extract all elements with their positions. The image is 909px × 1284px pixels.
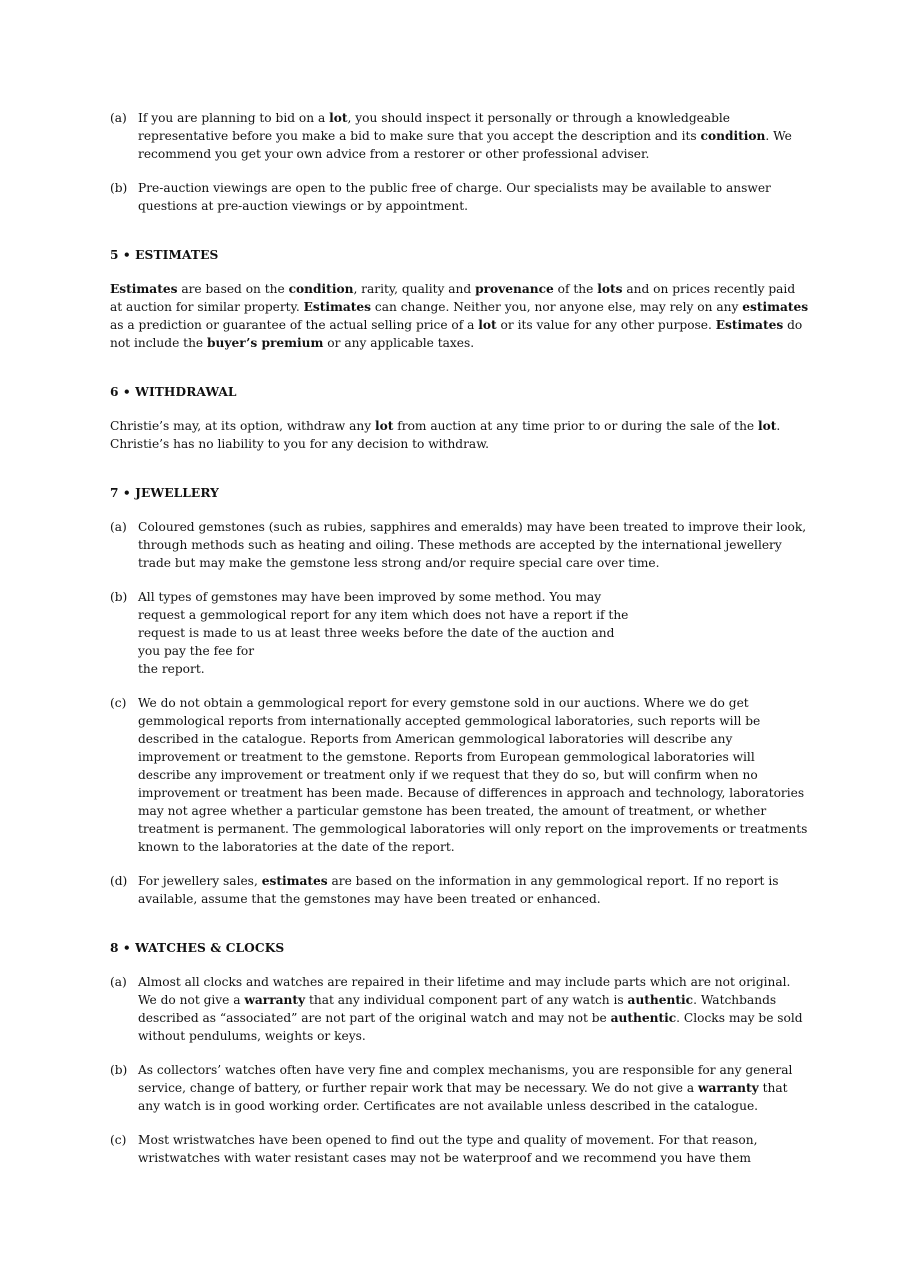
clause-label: (b) bbox=[110, 590, 128, 604]
clause-text: Almost all clocks and watches are repaired in their lifetime and may include parts which are not original. We do not give a warranty that any individual component part of any watch is authentic. Watchbands described as “associated” are not part of the original watch and may not be authentic. Clocks may be sold without pendulums, weights or keys. bbox=[138, 975, 803, 1043]
clause-text: For jewellery sales, estimates are based on the information in any gemmological report. If no report is available, assume that the gemstones may have been treated or enhanced. bbox=[138, 874, 779, 906]
clause-7b bbox=[110, 588, 809, 678]
clause-label: (c) bbox=[110, 1133, 127, 1147]
clause-text: Pre-auction viewings are open to the public free of charge. Our specialists may be available to answer questions at pre-auction viewings or by appointment. bbox=[138, 181, 771, 213]
clause-7a bbox=[110, 518, 809, 572]
clause-text: We do not obtain a gemmological report for every gemstone sold in our auctions. Where we do get gemmological reports from internationally accepted gemmological laboratories, such reports will be described in the catalogue. Reports from American gemmological laboratories will describe any improvement or treatment to the gemstone. Reports from European gemmological laboratories will describe any improvement or treatment only if we request that they do so, but will confirm when no improvement or treatment has been made. Because of differences in approach and technology, laboratories may not agree whether a particular gemstone has been treated, the amount of treatment, or whether treatment is permanent. The gemmological laboratories will only report on the improvements or treatments known to the laboratories at the date of the report. bbox=[138, 696, 808, 854]
section-heading-watches-clocks: 8 • WATCHES & CLOCKS bbox=[110, 941, 285, 955]
defined-term: lot bbox=[329, 111, 348, 125]
clause-text: Most wristwatches have been opened to find out the type and quality of movement. For that reason, wristwatches with water resistant cases may not be waterproof and we recommend you have them bbox=[138, 1133, 758, 1165]
clause-text: All types of gemstones may have been improved by some method. You may request a gemmological report for any item which does not have a report if the request is made to us at least three weeks before the date of the auction and you pay the fee for the report. bbox=[138, 590, 629, 676]
withdrawal-paragraph: Christie’s may, at its option, withdraw any lot from auction at any time prior to or during the sale of the lot. Christie’s has no liability to you for any decision to withdraw. bbox=[110, 419, 781, 451]
clause-label: (a) bbox=[110, 111, 127, 125]
clause-text: Coloured gemstones (such as rubies, sapphires and emeralds) may have been treated to improve their look, through methods such as heating and oiling. These methods are accepted by the international jewellery trade but may make the gemstone less strong and/or require special care over time. bbox=[138, 520, 807, 570]
clause-label: (a) bbox=[110, 520, 127, 534]
clause-label: (b) bbox=[110, 181, 128, 195]
estimates-paragraph: Estimates are based on the condition, rarity, quality and provenance of the lots and on prices recently paid at auction for similar property. Estimates can change. Neither you, nor anyone else, may rely on any estimates as a prediction or guarantee of the actual selling price of a lot or its value for any other purpose. Estimates do not include the buyer’s premium or any applicable taxes. bbox=[110, 282, 809, 350]
clause-8c bbox=[110, 1131, 809, 1167]
clause-text: If you are planning to bid on a lot, you should inspect it personally or through a knowledgeable representative before you make a bid to make sure that you accept the description and its condition. We recommend you get your own advice from a restorer or other professional adviser. bbox=[138, 111, 792, 161]
clause-4b bbox=[110, 179, 809, 215]
clause-7d bbox=[110, 872, 809, 908]
clause-label: (c) bbox=[110, 696, 127, 710]
clause-4a bbox=[110, 109, 809, 163]
clause-8b bbox=[110, 1061, 809, 1115]
clause-label: (d) bbox=[110, 874, 128, 888]
section-heading-estimates: 5 • ESTIMATES bbox=[110, 248, 219, 262]
defined-term: condition bbox=[700, 129, 766, 143]
clause-text: As collectors’ watches often have very fine and complex mechanisms, you are responsible for any general service, change of battery, or further repair work that may be necessary. We do not give a warranty that any watch is in good working order. Certificates are not available unless described in the catalogue. bbox=[138, 1063, 793, 1113]
clause-8a bbox=[110, 973, 809, 1045]
clause-label: (a) bbox=[110, 975, 127, 989]
section-heading-withdrawal: 6 • WITHDRAWAL bbox=[110, 385, 237, 399]
clause-7c bbox=[110, 694, 809, 856]
section-heading-jewellery: 7 • JEWELLERY bbox=[110, 486, 219, 500]
clause-label: (b) bbox=[110, 1063, 128, 1077]
